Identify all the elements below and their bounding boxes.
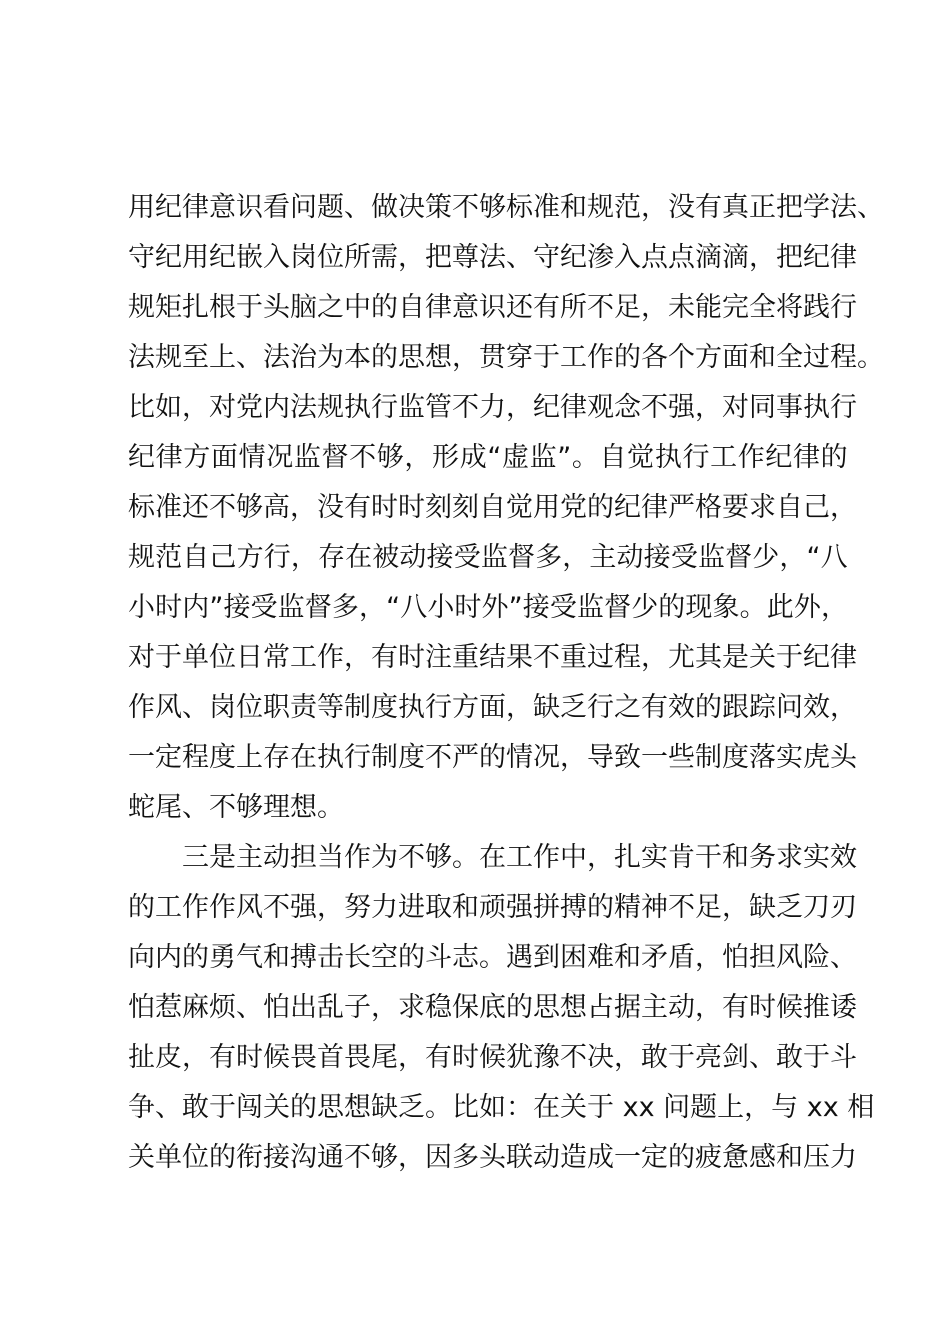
- text-line: 蛇尾、不够理想。: [128, 792, 344, 823]
- text-line: 争 、 敢 于 闯 关 的 思 想 缺 乏 。 比 如 ： 在 关 于 x x 问 题 上 ， 与 x x 相: [128, 1092, 875, 1123]
- text-line: 纪 律 方 面 情 况 监 督 不 够 ， 形 成 “ 虚 监 ” 。 自 觉 执 行 工 作 纪 律 的: [128, 442, 848, 473]
- text-line: 比 如 ， 对 党 内 法 规 执 行 监 管 不 力 ， 纪 律 观 念 不 强 ， 对 同 事 执 行: [128, 392, 857, 423]
- text-line: 规 矩 扎 根 于 头 脑 之 中 的 自 律 意 识 还 有 所 不 足 ， 未 能 完 全 将 践 行: [128, 292, 857, 323]
- text-line: 法 规 至 上 、 法 治 为 本 的 思 想 ， 贯 穿 于 工 作 的 各 个 方 面 和 全 过 程 。: [128, 342, 884, 373]
- text-line: 关 单 位 的 衔 接 沟 通 不 够 ， 因 多 头 联 动 造 成 一 定 的 疲 惫 感 和 压 力: [128, 1142, 857, 1173]
- text-line: 扯 皮 ， 有 时 候 畏 首 畏 尾 ， 有 时 候 犹 豫 不 决 ， 敢 于 亮 剑 、 敢 于 斗: [128, 1042, 857, 1073]
- text-line: 守 纪 用 纪 嵌 入 岗 位 所 需 ， 把 尊 法 、 守 纪 渗 入 点 点 滴 滴 ， 把 纪 律: [128, 242, 857, 273]
- text-line: 对 于 单 位 日 常 工 作 ， 有 时 注 重 结 果 不 重 过 程 ， 尤 其 是 关 于 纪 律: [128, 642, 857, 673]
- text-line: 作 风 、 岗 位 职 责 等 制 度 执 行 方 面 ， 缺 乏 行 之 有 效 的 跟 踪 问 效 ，: [128, 692, 857, 723]
- text-line: 向 内 的 勇 气 和 搏 击 长 空 的 斗 志 。 遇 到 困 难 和 矛 盾 ， 怕 担 风 险 、: [128, 942, 857, 973]
- text-line: 标 准 还 不 够 高 ， 没 有 时 时 刻 刻 自 觉 用 党 的 纪 律 严 格 要 求 自 己 ，: [128, 492, 857, 523]
- text-line: 用 纪 律 意 识 看 问 题 、 做 决 策 不 够 标 准 和 规 范 ， 没 有 真 正 把 学 法 、: [128, 192, 884, 223]
- text-line: 怕 惹 麻 烦 、 怕 出 乱 子 ， 求 稳 保 底 的 思 想 占 据 主 动 ， 有 时 候 推 诿: [128, 992, 857, 1023]
- text-line: 一 定 程 度 上 存 在 执 行 制 度 不 严 的 情 况 ， 导 致 一 些 制 度 落 实 虎 头: [128, 742, 857, 773]
- body-text: [128, 183, 884, 1183]
- text-line: 的 工 作 作 风 不 强 ， 努 力 进 取 和 顽 强 拼 搏 的 精 神 不 足 ， 缺 乏 刀 刃: [128, 892, 857, 923]
- paragraph-start-line: 三 是 主 动 担 当 作 为 不 够 。 在 工 作 中 ， 扎 实 肯 干 和 务 求 实 效: [182, 842, 857, 873]
- text-line: 小 时 内 ” 接 受 监 督 多 ， “ 八 小 时 外 ” 接 受 监 督 少 的 现 象 。 此 外 ，: [128, 592, 848, 623]
- text-line: 规 范 自 己 方 行 ， 存 在 被 动 接 受 监 督 多 ， 主 动 接 受 监 督 少 ， “ 八: [128, 542, 848, 573]
